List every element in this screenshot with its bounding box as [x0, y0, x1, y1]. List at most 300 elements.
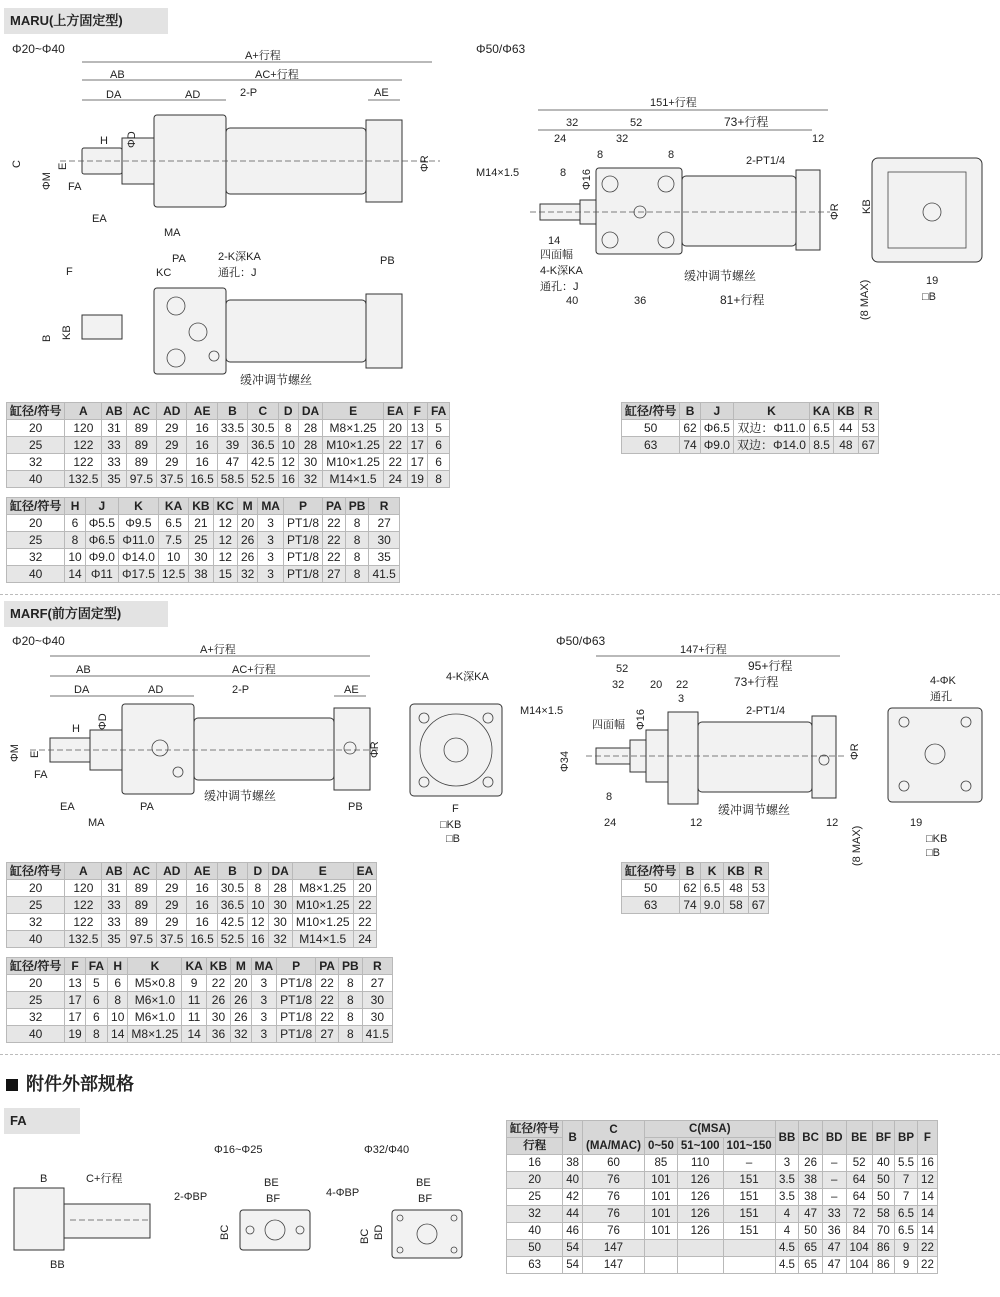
table-cell: 27	[323, 566, 346, 583]
marf-table-3	[621, 862, 769, 914]
table-cell: 32	[231, 1026, 251, 1043]
section-square-icon	[6, 1079, 18, 1091]
table-cell: 12	[213, 515, 237, 532]
table-cell: 16	[187, 897, 217, 914]
table-cell: M8×1.25	[128, 1026, 182, 1043]
fa-th-BE: BE	[846, 1121, 872, 1155]
dim-16: Φ16	[581, 168, 593, 190]
table-cell: 32	[298, 471, 322, 488]
marf-table1-header-cell: EA	[353, 863, 377, 880]
table-cell: 62	[680, 420, 700, 437]
table-cell: 40	[7, 1026, 65, 1043]
table-cell: 120	[65, 880, 102, 897]
table-cell: 33	[102, 454, 126, 471]
table-cell: 101	[644, 1206, 677, 1223]
table-cell: 6.5	[158, 515, 188, 532]
table-cell: 104	[846, 1240, 872, 1257]
table-cell: 33.5	[217, 420, 247, 437]
table-cell: 双边：Φ14.0	[733, 437, 809, 454]
table-row	[7, 1009, 393, 1026]
table-cell: 4	[775, 1223, 799, 1240]
dim-D: ΦD	[126, 131, 138, 148]
table-cell: 24	[353, 931, 377, 948]
table-cell: 14	[918, 1223, 938, 1240]
fa-th-BF: BF	[872, 1121, 894, 1155]
table-cell: 19	[65, 1026, 85, 1043]
fa-th-BC: BC	[799, 1121, 823, 1155]
table-cell: 54	[563, 1240, 583, 1257]
table-cell: 17	[407, 454, 427, 471]
dim-B: B	[41, 334, 53, 342]
cushion-label-2: 缓冲调节螺丝	[684, 269, 757, 283]
dim-4K: 4-K深KA	[540, 265, 583, 277]
marf-table-2	[6, 957, 393, 1043]
table-cell: 25	[7, 992, 65, 1009]
maru-left-size-label: Φ20~Φ40	[12, 42, 65, 56]
table-cell: 89	[126, 880, 156, 897]
table-cell: 3	[251, 1026, 277, 1043]
marf2-dim-147: 147+行程	[680, 644, 727, 656]
table-cell: 70	[872, 1223, 894, 1240]
table-cell: 8	[427, 471, 449, 488]
marf-table2-header-cell: 缸径/符号	[7, 958, 65, 975]
table-cell: 16	[248, 931, 268, 948]
table-cell: 6	[85, 992, 107, 1009]
table-cell: Φ11.0	[118, 532, 158, 549]
cushion-label: 缓冲调节螺丝	[240, 373, 313, 387]
table-cell: 122	[65, 914, 102, 931]
table-cell: 16.5	[187, 931, 217, 948]
dim-2K: 2-K深KA	[218, 251, 261, 263]
table-cell: 64	[846, 1172, 872, 1189]
table-cell: Φ6.5	[700, 420, 733, 437]
table-cell: 30	[189, 549, 213, 566]
table-cell: 52	[846, 1155, 872, 1172]
maru-table2-header-cell: 缸径/符号	[7, 498, 65, 515]
fa-small-BF: BF	[266, 1193, 281, 1205]
table-cell: 4	[775, 1206, 799, 1223]
table-row	[7, 931, 377, 948]
maru-table3-header-cell: R	[858, 403, 878, 420]
table-cell: 39	[217, 437, 247, 454]
maru-table3-header-cell: 缸径/符号	[622, 403, 680, 420]
maru-table2-header-cell: M	[237, 498, 257, 515]
marf-table2-header-cell: H	[108, 958, 128, 975]
table-cell: 15	[213, 566, 237, 583]
table-cell: 42	[563, 1189, 583, 1206]
table-cell: 8	[345, 532, 369, 549]
marf2-dim-95: 95+行程	[748, 659, 793, 673]
table-cell: 8	[248, 880, 268, 897]
table-cell	[677, 1257, 723, 1274]
table-cell: 38	[563, 1155, 583, 1172]
marf2-dim-face: 四面幅	[592, 719, 625, 731]
fa-th-F: F	[918, 1121, 938, 1155]
table-cell: 27	[362, 975, 392, 992]
table-row	[7, 914, 377, 931]
table-cell: 33	[102, 437, 126, 454]
table-cell: 7.5	[158, 532, 188, 549]
dim-PB: PB	[380, 255, 395, 267]
dim-J2: 通孔：J	[540, 281, 579, 293]
table-cell: 12.5	[158, 566, 188, 583]
table-cell: 27	[369, 515, 399, 532]
accessory-section-title	[6, 1070, 134, 1096]
table-cell: 44	[834, 420, 858, 437]
table-cell: 97.5	[126, 931, 156, 948]
dim-81: 81+行程	[720, 293, 765, 307]
fa-dim-BB: BB	[50, 1259, 65, 1271]
table-cell: 122	[65, 437, 102, 454]
marf-table1-header-cell: D	[248, 863, 268, 880]
marf-right-size-label: Φ50/Φ63	[556, 634, 606, 648]
marf2-dim-16: Φ16	[635, 708, 647, 730]
table-cell: PT1/8	[283, 549, 322, 566]
marf-table2-header-cell: K	[128, 958, 182, 975]
table-cell: 3.5	[775, 1172, 799, 1189]
table-cell: –	[822, 1172, 846, 1189]
table-cell: M8×1.25	[292, 880, 353, 897]
table-cell: 58	[872, 1206, 894, 1223]
maru-table2-header-cell: P	[283, 498, 322, 515]
table-cell: 22	[323, 515, 346, 532]
dim-36: 36	[634, 295, 647, 307]
maru-table1-header-cell: B	[217, 403, 247, 420]
maru-table-1	[6, 402, 450, 488]
table-cell: 6	[85, 1009, 107, 1026]
table-cell: M10×1.25	[323, 437, 384, 454]
table-cell: 26	[231, 992, 251, 1009]
dim-12: 12	[812, 133, 825, 145]
dim-24: 24	[554, 133, 567, 145]
table-row	[507, 1223, 938, 1240]
dim-32a: 32	[566, 117, 579, 129]
dim-DA: DA	[106, 89, 122, 101]
table-cell: 双边：Φ11.0	[733, 420, 809, 437]
table-cell: 65	[799, 1240, 823, 1257]
table-cell: 29	[157, 914, 187, 931]
table-cell: 42.5	[248, 454, 278, 471]
table-cell: 40	[507, 1223, 563, 1240]
table-cell: 25	[507, 1189, 563, 1206]
table-cell: 38	[189, 566, 213, 583]
table-cell: 33	[102, 897, 126, 914]
table-cell: 6.5	[895, 1223, 918, 1240]
table-cell: 64	[846, 1189, 872, 1206]
dim-FA: FA	[68, 181, 82, 193]
table-cell: 35	[102, 471, 126, 488]
table-cell: 14	[918, 1189, 938, 1206]
table-cell: 26	[799, 1155, 823, 1172]
dim-M14: M14×1.5	[476, 167, 520, 179]
table-cell: 31	[102, 880, 126, 897]
table-cell: 122	[65, 454, 102, 471]
marf-table1-header-cell: DA	[268, 863, 292, 880]
table-cell: 47	[799, 1206, 823, 1223]
marf-dim-D: ΦD	[97, 713, 109, 730]
table-cell: 3	[251, 992, 277, 1009]
table-cell: 12	[918, 1172, 938, 1189]
table-cell: Φ17.5	[118, 566, 158, 583]
table-cell: 35	[369, 549, 399, 566]
table-cell: 40	[7, 931, 65, 948]
table-cell: 52.5	[248, 471, 278, 488]
fa-th-BP: BP	[895, 1121, 918, 1155]
fa-th-B: B	[563, 1121, 583, 1155]
table-cell: 8	[338, 975, 362, 992]
table-cell: 32	[7, 914, 65, 931]
table-row	[507, 1155, 938, 1172]
marf-dim-E: E	[29, 750, 41, 758]
fa-large-BC: BC	[359, 1228, 371, 1244]
dim-face: 四面幅	[540, 249, 573, 261]
fa-header: FA	[4, 1108, 80, 1134]
table-cell: 6	[427, 437, 449, 454]
table-cell: 46	[563, 1223, 583, 1240]
table-cell: PT1/8	[283, 566, 322, 583]
table-cell: 20	[231, 975, 251, 992]
table-cell: 26	[231, 1009, 251, 1026]
maru-table2-header-cell: J	[85, 498, 118, 515]
table-cell: 6.5	[700, 880, 724, 897]
maru-table1-header-cell: AE	[187, 403, 217, 420]
table-row	[7, 454, 450, 471]
table-cell: 10	[248, 897, 268, 914]
marf-dim-AB: AB	[76, 664, 91, 676]
maru-table1-header-cell: 缸径/符号	[7, 403, 65, 420]
table-cell: 36.5	[217, 897, 247, 914]
table-cell: 30.5	[217, 880, 247, 897]
table-cell: 12	[248, 914, 268, 931]
table-cell: 22	[323, 532, 346, 549]
marf2-dim-3: 3	[678, 693, 685, 705]
table-cell: 97.5	[126, 471, 156, 488]
table-cell: 22	[323, 549, 346, 566]
marf-table1-header-cell: AB	[102, 863, 126, 880]
fa-th-51100: 51~100	[677, 1138, 723, 1155]
maru-table3-header-cell: KA	[809, 403, 833, 420]
table-cell: 6	[65, 515, 85, 532]
table-cell: 48	[834, 437, 858, 454]
dim-A: A+行程	[245, 50, 281, 62]
marf2-dim-pt: 2-PT1/4	[746, 705, 786, 717]
table-cell: 126	[677, 1223, 723, 1240]
marf2-dim-4K: 4-ΦK	[930, 675, 956, 687]
table-cell: 16	[187, 880, 217, 897]
dim-C: C	[11, 160, 23, 168]
table-row	[507, 1206, 938, 1223]
maru-table2-header-cell: R	[369, 498, 399, 515]
dim-E: E	[57, 162, 69, 170]
maru-header: MARU(上方固定型)	[4, 8, 168, 34]
table-cell: –	[822, 1155, 846, 1172]
table-cell: 22	[353, 897, 377, 914]
table-cell: 5	[85, 975, 107, 992]
table-cell: 30.5	[248, 420, 278, 437]
dim-pt14: 2-PT1/4	[746, 155, 786, 167]
table-cell: 20	[7, 515, 65, 532]
table-cell: 36	[206, 1026, 230, 1043]
marf2-dim-R: ΦR	[849, 743, 861, 760]
table-cell: Φ9.5	[118, 515, 158, 532]
dim-19: 19	[926, 275, 939, 287]
table-cell: 20	[353, 880, 377, 897]
table-cell: 16.5	[187, 471, 217, 488]
marf2-dim-34: Φ34	[559, 750, 571, 772]
table-cell: 3.5	[775, 1189, 799, 1206]
table-cell: 63	[622, 897, 680, 914]
table-cell: 20	[7, 420, 65, 437]
table-cell: 12	[213, 532, 237, 549]
table-cell: 20	[237, 515, 257, 532]
table-cell: M8×1.25	[323, 420, 384, 437]
table-cell: M10×1.25	[292, 897, 353, 914]
table-cell: 36	[822, 1223, 846, 1240]
table-cell: 120	[65, 420, 102, 437]
marf-table3-header-cell: R	[748, 863, 768, 880]
table-cell: 9	[895, 1240, 918, 1257]
maru-table2-header-cell: PA	[323, 498, 346, 515]
marf2-dim-M14: M14×1.5	[520, 705, 564, 717]
table-cell: 8	[85, 1026, 107, 1043]
table-cell: 29	[157, 420, 187, 437]
dim-151: 151+行程	[650, 97, 697, 109]
table-cell: –	[822, 1189, 846, 1206]
dim-R2: ΦR	[829, 203, 841, 220]
table-cell: 32	[507, 1206, 563, 1223]
table-row	[7, 437, 450, 454]
table-cell: 5	[427, 420, 449, 437]
marf-table2-header-cell: M	[231, 958, 251, 975]
marf-table1-header-cell: E	[292, 863, 353, 880]
table-cell: 13	[65, 975, 85, 992]
table-row	[7, 515, 400, 532]
marf-table1-header-cell: A	[65, 863, 102, 880]
dim-M: ΦM	[41, 172, 53, 190]
table-cell: 3	[258, 566, 284, 583]
table-cell	[723, 1240, 775, 1257]
marf-table2-header-cell: KA	[182, 958, 206, 975]
table-cell: 8	[338, 1026, 362, 1043]
table-cell: 38	[799, 1172, 823, 1189]
table-cell: 42.5	[217, 914, 247, 931]
table-cell: 9	[182, 975, 206, 992]
table-row	[7, 420, 450, 437]
marf-dim-EA: EA	[60, 801, 75, 813]
table-cell: 32	[7, 454, 65, 471]
dim-AD: AD	[185, 89, 201, 101]
table-cell: 29	[157, 454, 187, 471]
maru-table1-header-cell: D	[278, 403, 298, 420]
table-cell: 28	[298, 437, 322, 454]
table-cell: 6	[108, 975, 128, 992]
table-cell: 22	[206, 975, 230, 992]
table-cell: 10	[278, 437, 298, 454]
table-cell: 6.5	[895, 1206, 918, 1223]
fa-dim-C: C+行程	[86, 1173, 123, 1185]
table-cell: –	[723, 1155, 775, 1172]
table-cell: 65	[799, 1257, 823, 1274]
table-cell: 28	[268, 880, 292, 897]
marf-table3-header-cell: K	[700, 863, 724, 880]
table-cell: 6	[427, 454, 449, 471]
maru-table2-header-cell: H	[65, 498, 85, 515]
table-cell: 20	[7, 975, 65, 992]
table-cell: 151	[723, 1172, 775, 1189]
maru-table2-header-cell: K	[118, 498, 158, 515]
table-cell: 8	[338, 1009, 362, 1026]
marf2-dim-12a: 12	[690, 817, 703, 829]
table-cell: 132.5	[65, 471, 102, 488]
table-cell: 126	[677, 1172, 723, 1189]
table-cell: 16	[187, 914, 217, 931]
marf-left-size-label: Φ20~Φ40	[12, 634, 65, 648]
table-cell: 10	[108, 1009, 128, 1026]
marf-table2-header-cell: MA	[251, 958, 277, 975]
table-cell: 86	[872, 1240, 894, 1257]
table-cell: 52.5	[217, 931, 247, 948]
table-row	[7, 1026, 393, 1043]
accessory-title-text: 附件外部规格	[26, 1074, 134, 1094]
marf-table1-header-cell: AD	[157, 863, 187, 880]
table-cell: 21	[189, 515, 213, 532]
table-cell: 19	[407, 471, 427, 488]
table-row	[7, 471, 450, 488]
table-cell: 151	[723, 1189, 775, 1206]
marf2-dim-52: 52	[616, 663, 629, 675]
table-cell	[644, 1240, 677, 1257]
maru-table1-header-cell: A	[65, 403, 102, 420]
table-cell: 38	[799, 1189, 823, 1206]
table-cell: PT1/8	[283, 515, 322, 532]
table-cell: Φ5.5	[85, 515, 118, 532]
table-row	[7, 992, 393, 1009]
table-cell: 6.5	[809, 420, 833, 437]
table-cell	[644, 1257, 677, 1274]
dim-14: 14	[548, 235, 561, 247]
marf-table3-header-cell: B	[680, 863, 700, 880]
marf2-dim-8: 8	[606, 791, 613, 803]
table-cell: 12	[213, 549, 237, 566]
table-cell: 12	[278, 454, 298, 471]
table-cell: 8	[345, 566, 369, 583]
marf2-cushion: 缓冲调节螺丝	[718, 803, 791, 817]
maru-table1-header-cell: C	[248, 403, 278, 420]
table-cell: 25	[189, 532, 213, 549]
marf-dim-KB: □KB	[440, 819, 462, 831]
table-cell: M5×0.8	[128, 975, 182, 992]
maru-table3-header-cell: K	[733, 403, 809, 420]
dim-8b: 8	[668, 149, 675, 161]
table-cell: 89	[126, 420, 156, 437]
marf-table1-header-cell: AE	[187, 863, 217, 880]
table-row	[622, 420, 879, 437]
table-cell: 3	[258, 515, 284, 532]
table-cell: 7	[895, 1189, 918, 1206]
table-row	[7, 532, 400, 549]
dim-PA: PA	[172, 253, 186, 265]
marf-header: MARF(前方固定型)	[4, 601, 168, 627]
table-cell: M10×1.25	[323, 454, 384, 471]
table-cell: M14×1.5	[323, 471, 384, 488]
dim-52: 52	[630, 117, 643, 129]
table-cell: 37.5	[157, 931, 187, 948]
table-row	[507, 1240, 938, 1257]
table-row	[7, 975, 393, 992]
table-cell: 16	[187, 420, 217, 437]
maru-table2-header-cell: KA	[158, 498, 188, 515]
table-cell: 10	[158, 549, 188, 566]
